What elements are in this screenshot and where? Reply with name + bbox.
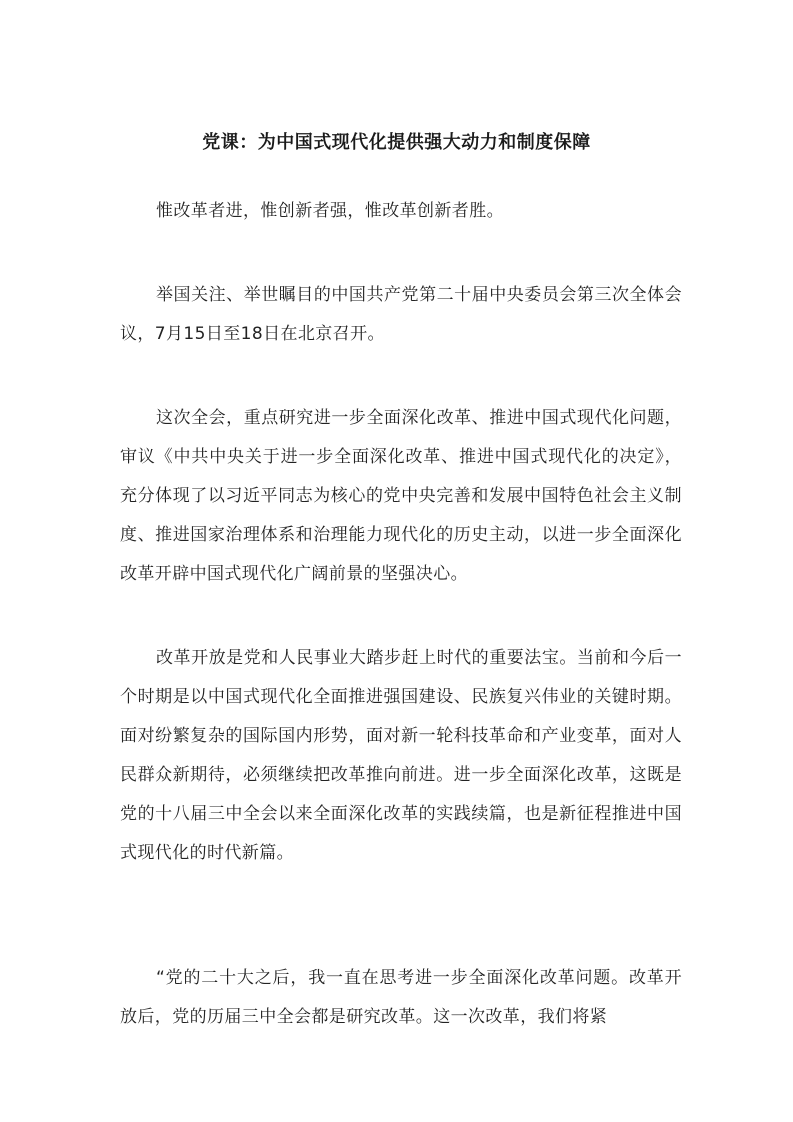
paragraph-1: 惟改革者进，惟创新者强，惟改革创新者胜。 (156, 201, 504, 221)
paragraph-3: 这次全会，重点研究进一步全面深化改革、推进中国式现代化问题，审议《中共中央关于进一步全面深化改革、推进中国式现代化的决定》，充分体现了以习近平同志为核心的党中央完善和发展中国特色社会主义制度、推进国家治理体系和治理能力现代化的历史主动，以进一步全面深化改革开辟中国式现代化广阔前景的坚强决心。 (120, 408, 682, 584)
document-title: 党课：为中国式现代化提供强大动力和制度保障 (202, 132, 591, 153)
paragraph-2: 举国关注、举世瞩目的中国共产党第二十届中央委员会第三次全体会议，7月15日至18日在北京召开。 (120, 285, 682, 344)
paragraph-4: 改革开放是党和人民事业大踏步赶上时代的重要法宝。当前和今后一个时期是以中国式现代化全面推进强国建设、民族复兴伟业的关键时期。面对纷繁复杂的国际国内形势，面对新一轮科技革命和产业变革，面对人民群众新期待，必须继续把改革推向前进。进一步全面深化改革，这既是党的十八届三中全会以来全面深化改革的实践续篇，也是新征程推进中国式现代化的时代新篇。 (120, 648, 682, 863)
paragraph-5: “党的二十大之后，我一直在思考进一步全面深化改革问题。改革开放后，党的历届三中全会都是研究改革。这一次改革，我们将紧 (120, 968, 682, 1027)
